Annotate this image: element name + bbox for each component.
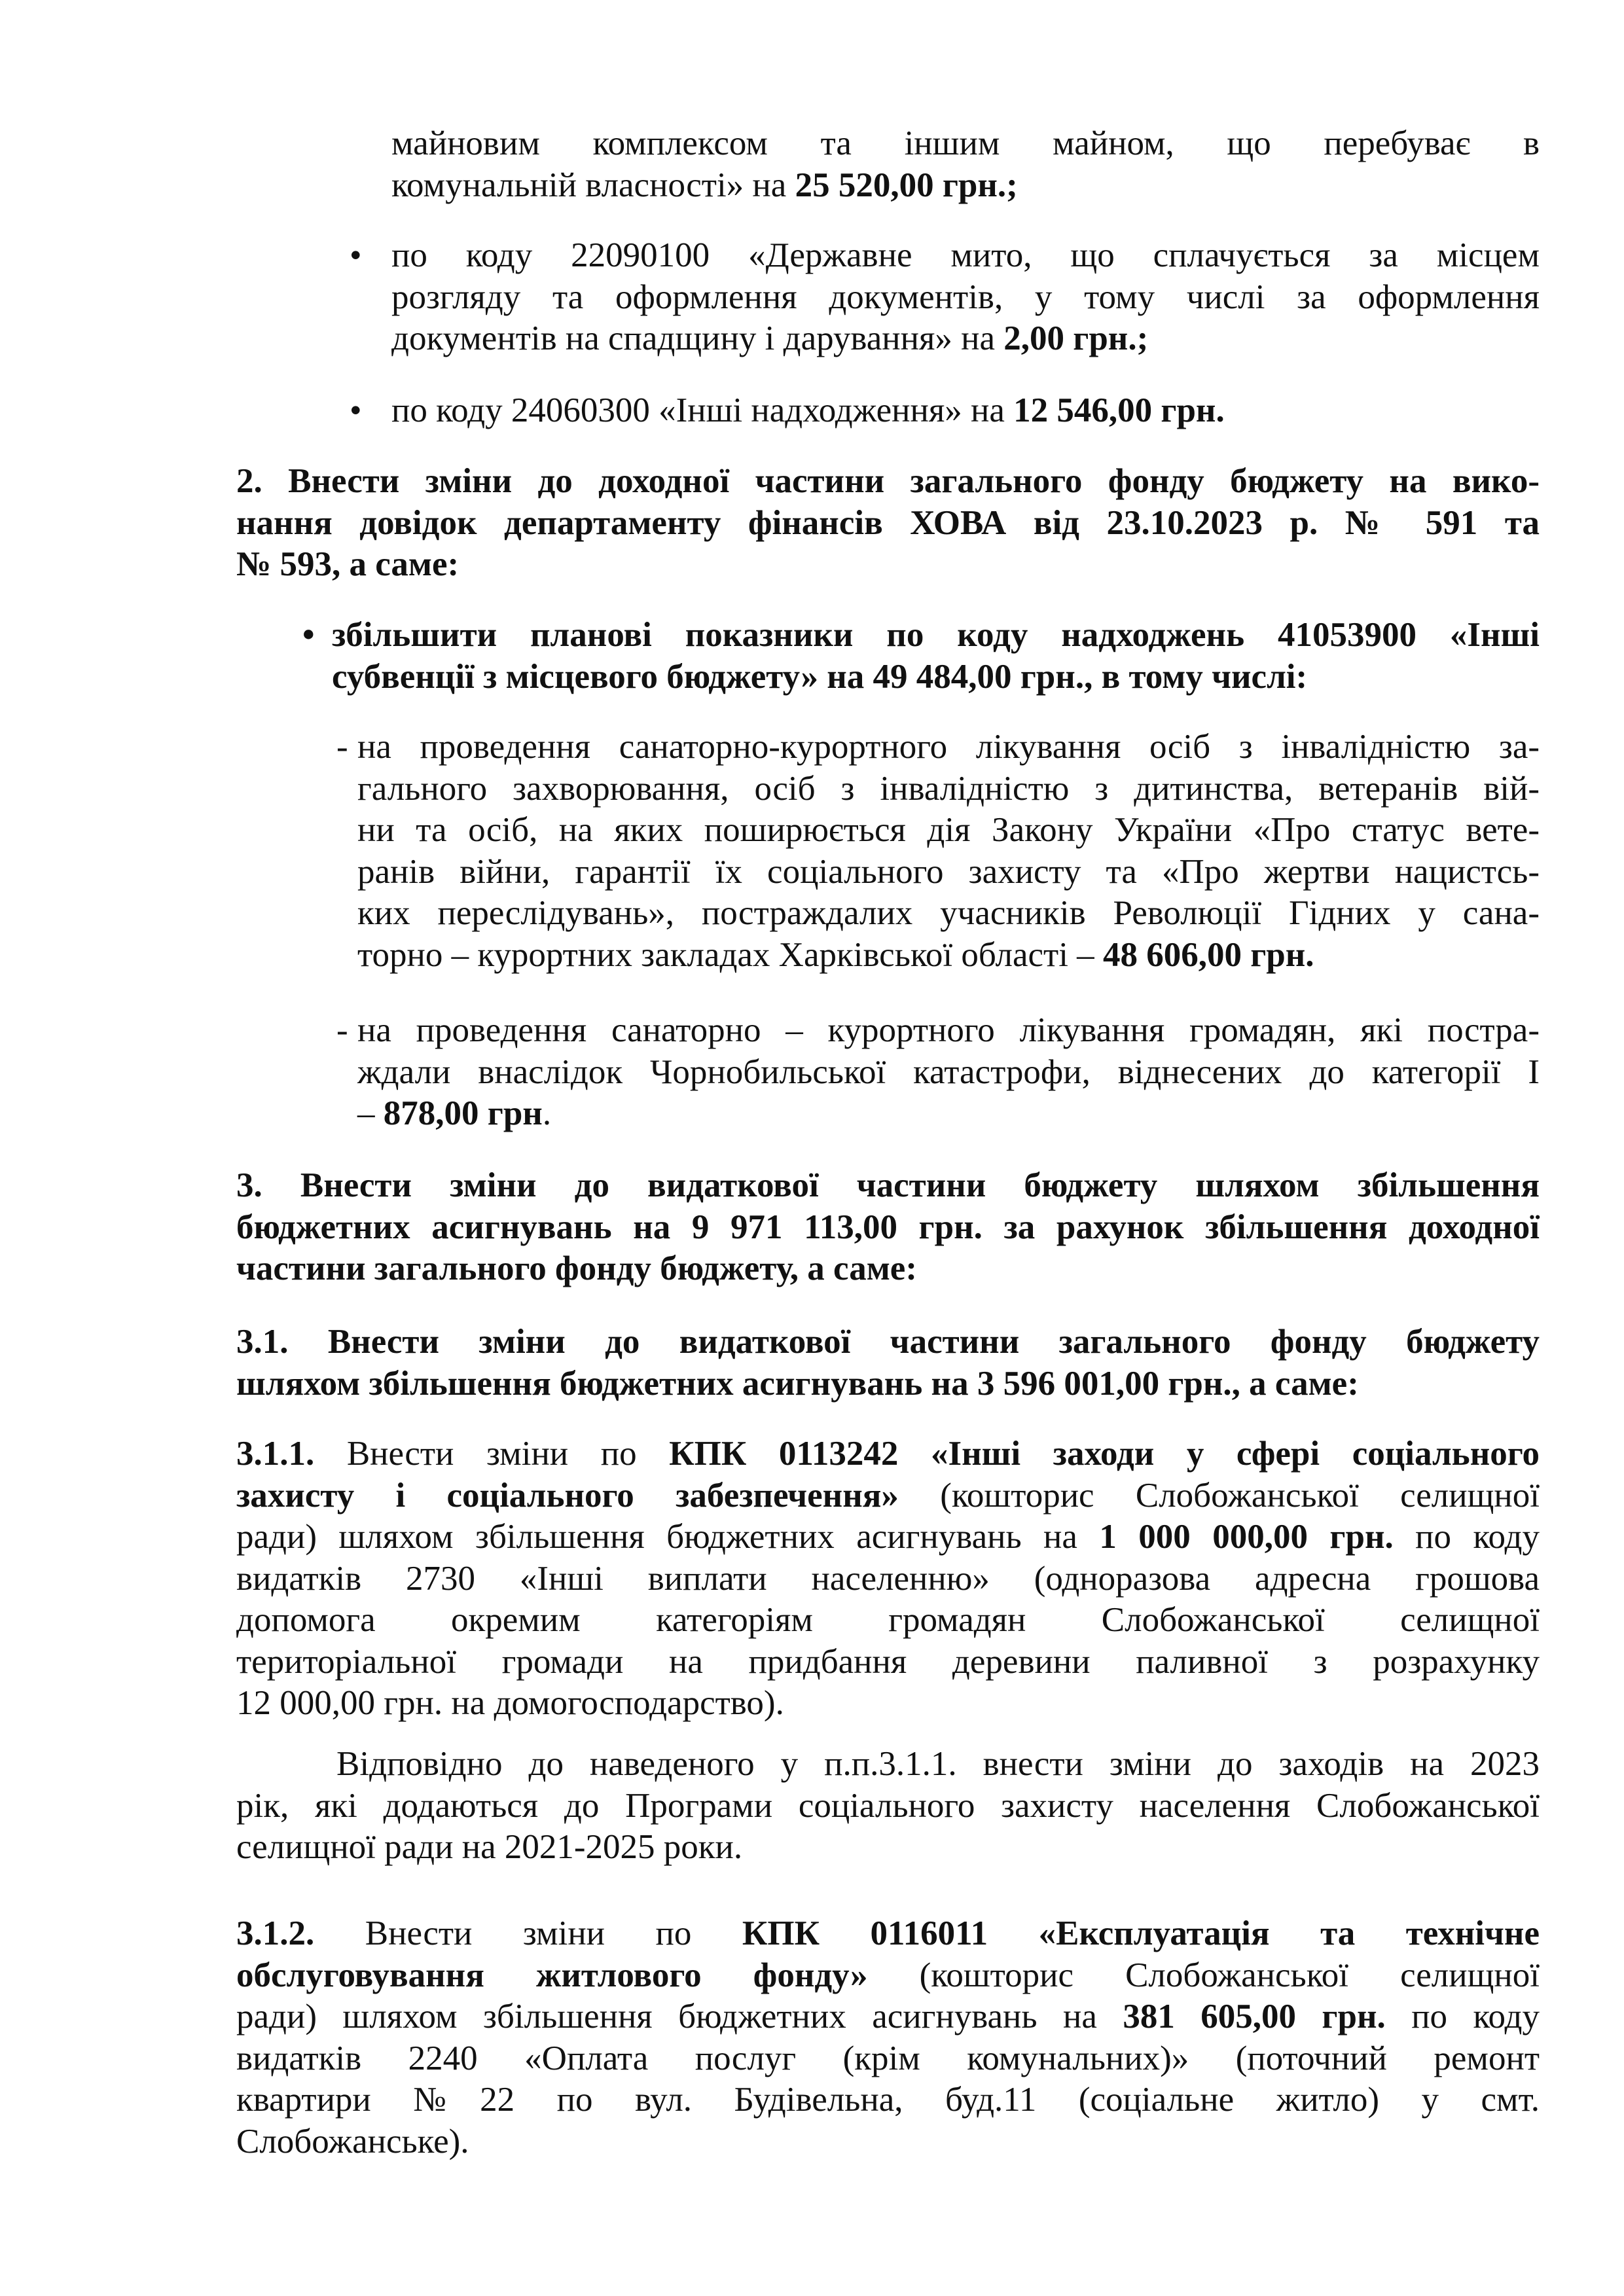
bold-text: 1 000 000,00 грн. [1099, 1518, 1394, 1556]
text-line [236, 2038, 1540, 2080]
text-line [236, 2121, 1540, 2163]
bold-text: № 593, а саме: [236, 545, 460, 583]
text-line [236, 1913, 1540, 1955]
bold-text: 25 520,00 грн.; [795, 166, 1018, 204]
text-line [236, 1955, 1540, 1997]
text-line [357, 768, 1540, 810]
text-line [236, 1475, 1540, 1517]
bold-text: 878,00 грн [383, 1094, 543, 1132]
text-line [332, 615, 1540, 656]
text: територіальної громади на придбання деревини паливної з розрахунку [236, 1642, 1540, 1681]
text: документів на спадщину і дарування» на [391, 319, 1004, 357]
text: 12 000,00 грн. на домогосподарство). [236, 1684, 784, 1722]
text: допомога окремим категоріям громадян Слобожанської селищної [236, 1601, 1540, 1639]
text-line [236, 461, 1540, 503]
text-line [391, 277, 1540, 319]
bold-text: частини загального фонду бюджету, а саме: [236, 1249, 917, 1287]
bold-text: субвенції з місцевого бюджету» на 49 484,00 грн., в тому числі: [332, 657, 1308, 696]
text-line [391, 165, 1540, 207]
text-line [236, 1827, 1540, 1869]
text: ранів війни, гарантії їх соціального захисту та «Про жертви нацистсь- [357, 852, 1540, 891]
bullet-icon: • [350, 391, 362, 429]
paragraph-section [236, 461, 1540, 586]
text: ради) шляхом збільшення бюджетних асигнувань на [236, 1518, 1100, 1556]
text: по коду [1385, 1998, 1540, 2036]
bullet-icon: • [302, 616, 315, 654]
text-line [236, 503, 1540, 545]
paragraph-sub-bullet [332, 615, 1540, 698]
bold-text: бюджетних асигнувань на 9 971 113,00 грн. за рахунок збільшення доходної [236, 1208, 1540, 1246]
text: комунальній власності» на [391, 166, 795, 204]
text: по коду 22090100 «Державне мито, що сплачується за місцем [391, 236, 1540, 274]
bold-text: обслуговування житлового фонду» [236, 1956, 868, 1994]
text: (кошторис Слобожанської селищної [898, 1476, 1540, 1515]
text-line [391, 123, 1540, 165]
text: на проведення санаторно – курортного лікування громадян, які постра- [357, 1011, 1540, 1049]
text: майновим комплексом та іншим майном, що перебуває в [391, 124, 1540, 162]
bold-text: 12 546,00 грн. [1013, 391, 1225, 429]
text-line [357, 893, 1540, 935]
text-line [236, 1785, 1540, 1827]
text-line [357, 1093, 1540, 1135]
text-line [236, 2079, 1540, 2121]
text-line [236, 1516, 1540, 1558]
bullet-icon: • [350, 236, 362, 274]
paragraph-section [236, 1433, 1540, 1725]
text: – [357, 1094, 384, 1132]
text-line [236, 1641, 1540, 1683]
bold-text: 2,00 грн.; [1003, 319, 1149, 357]
text: ни та осіб, на яких поширюється дія Закону України «Про статус вете- [357, 811, 1540, 849]
text-line [236, 1321, 1540, 1363]
text-line [236, 1248, 1540, 1290]
paragraph-section [236, 1321, 1540, 1405]
text-line [357, 935, 1540, 977]
text: видатків 2730 «Інші виплати населенню» (одноразова адресна грошова [236, 1559, 1540, 1598]
text: Слобожанське). [236, 2122, 469, 2161]
bold-text: 3.1. Внести зміни до видаткової частини загального фонду бюджету [236, 1323, 1540, 1361]
text-line [236, 1363, 1540, 1405]
bold-text: КПК 0113242 «Інші заходи у сфері соціального [669, 1435, 1540, 1473]
bold-text: 2. Внести зміни до доходної частини загального фонду бюджету на вико- [236, 462, 1540, 500]
text: Внести зміни по [314, 1435, 670, 1473]
text-line [391, 318, 1540, 360]
text-line [236, 1996, 1540, 2038]
text: Внести зміни по [314, 1914, 742, 1952]
paragraph-section [236, 1165, 1540, 1290]
text-line [357, 1052, 1540, 1094]
paragraph-dash [357, 1010, 1540, 1135]
text: видатків 2240 «Оплата послуг (крім комунальних)» (поточний ремонт [236, 2039, 1540, 2077]
bold-text: 3.1.1. [236, 1435, 315, 1473]
paragraph-continuation [391, 123, 1540, 206]
text: селищної ради на 2021-2025 роки. [236, 1828, 743, 1866]
paragraph-bullet [391, 235, 1540, 360]
text-line [332, 656, 1540, 698]
text: гального захворювання, осіб з інвалідністю з дитинства, ветеранів вій- [357, 769, 1540, 808]
text: розгляду та оформлення документів, у тому числі за оформлення [391, 278, 1540, 316]
bold-text: 48 606,00 грн. [1102, 935, 1314, 974]
bold-text: 381 605,00 грн. [1123, 1998, 1386, 2036]
text-line [236, 1683, 1540, 1725]
paragraph-dash [357, 726, 1540, 976]
text-line [357, 726, 1540, 768]
text-line [357, 1010, 1540, 1052]
text-line [236, 1207, 1540, 1249]
bold-text: 3.1.2. [236, 1914, 315, 1952]
text: ради) шляхом збільшення бюджетних асигнувань на [236, 1998, 1123, 2036]
text-line [236, 544, 1540, 586]
paragraph-section [236, 1913, 1540, 2162]
bold-text: 3. Внести зміни до видаткової частини бюджету шляхом збільшення [236, 1166, 1540, 1204]
text: ждали внаслідок Чорнобильської катастрофи, віднесених до категорії І [357, 1052, 1540, 1091]
text-line [236, 1744, 1540, 1785]
text: ких переслідувань», постраждалих учасників Революції Гідних у сана- [357, 894, 1540, 932]
text: квартири №22 по вул. Будівельна, буд.11 (соціальне житло) у смт. [236, 2081, 1540, 2119]
text: Відповідно до наведеного у п.п.3.1.1. внести зміни до заходів на 2023 [336, 1745, 1540, 1783]
text-line [391, 390, 1540, 432]
text: рік, які додаються до Програми соціального захисту населення Слобожанської [236, 1786, 1540, 1825]
text: торно – курортних закладах Харківської області – [357, 935, 1103, 974]
text-line [236, 1433, 1540, 1475]
text-line [357, 852, 1540, 893]
text: . [542, 1094, 552, 1132]
bold-text: збільшити планові показники по коду надходжень 41053900 «Інші [332, 616, 1540, 654]
bold-text: КПК 0116011 «Експлуатація та технічне [742, 1914, 1540, 1952]
text-line [391, 235, 1540, 277]
text-line [236, 1165, 1540, 1207]
paragraph-bullet [391, 390, 1540, 432]
dash-marker: - [336, 728, 348, 766]
dash-marker: - [336, 1011, 348, 1049]
text: по коду 24060300 «Інші надходження» на [391, 391, 1014, 429]
bold-text: нання довідок департаменту фінансів ХОВА від 23.10.2023 р. № 591 та [236, 503, 1540, 542]
text-line [236, 1600, 1540, 1641]
text: на проведення санаторно-курортного лікування осіб з інвалідністю за- [357, 728, 1540, 766]
bold-text: шляхом збільшення бюджетних асигнувань на 3 596 001,00 грн., а саме: [236, 1364, 1359, 1403]
text-line [357, 810, 1540, 852]
text: по коду [1393, 1518, 1540, 1556]
paragraph-indented [236, 1744, 1540, 1869]
bold-text: захисту і соціального забезпечення» [236, 1476, 899, 1515]
text-line [236, 1558, 1540, 1600]
text: (кошторис Слобожанської селищної [867, 1956, 1540, 1994]
